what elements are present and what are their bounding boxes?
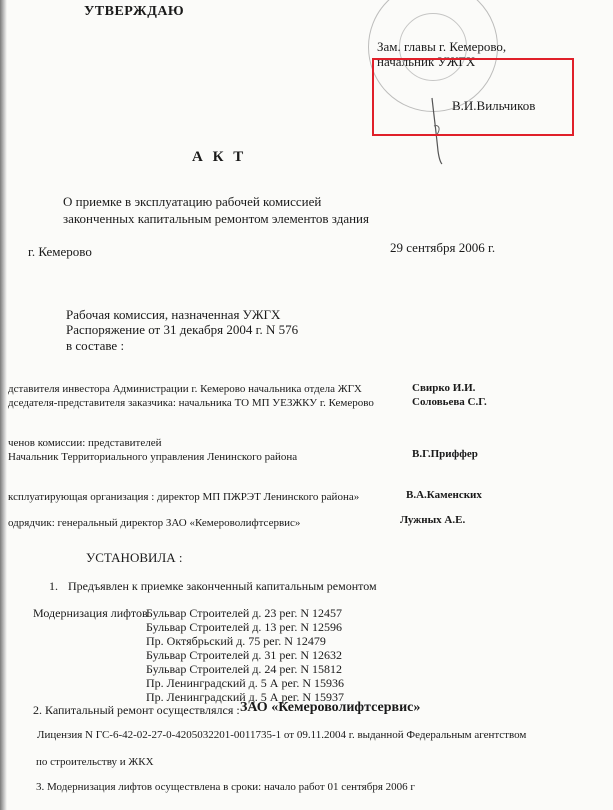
established-heading: УСТАНОВИЛА : bbox=[86, 550, 183, 565]
subject-line1: О приемке в эксплуатацию рабочей комиссией bbox=[63, 194, 322, 209]
commission-line2: Распоряжение от 31 декабря 2004 г. N 576 bbox=[66, 322, 299, 337]
member-name: Свирко И.И. bbox=[412, 382, 476, 394]
address-line: Бульвар Строителей д. 24 рег. N 15812 bbox=[146, 662, 342, 676]
act-date: 29 сентября 2006 г. bbox=[390, 240, 496, 255]
address-line: Пр. Ленинградский д. 5 А рег. N 15937 bbox=[146, 690, 344, 704]
item1-text: Предъявлен к приемке законченный капитальным ремонтом bbox=[68, 579, 377, 593]
license-line: Лицензия N ГС-6-42-02-27-0-4205032201-0011735-1 от 09.11.2004 г. выданной Федеральным агентством bbox=[37, 729, 527, 741]
member-role: ченов комиссии: представителей bbox=[8, 437, 162, 449]
item1-number: 1. bbox=[49, 579, 58, 593]
license-line2: по строительству и ЖКХ bbox=[36, 756, 154, 768]
item3-text: 3. Модернизация лифтов осуществлена в сроки: начало работ 01 сентября 2006 г bbox=[36, 781, 415, 793]
address-line: Пр. Ленинградский д. 5 А рег. N 15936 bbox=[146, 676, 344, 690]
scan-edge-shadow bbox=[0, 0, 7, 810]
member-name: Соловьева С.Г. bbox=[412, 396, 487, 408]
act-title: А К Т bbox=[192, 149, 247, 165]
approval-heading: УТВЕРЖДАЮ bbox=[84, 4, 185, 19]
address-line: Пр. Октябрьский д. 75 рег. N 12479 bbox=[146, 634, 326, 648]
member-name: Лужных А.Е. bbox=[400, 514, 466, 526]
approval-position-line2: начальник УЖГХ bbox=[377, 54, 476, 69]
approval-position-line1: Зам. главы г. Кемерово, bbox=[377, 39, 507, 54]
approval-signatory: В.И.Вильчиков bbox=[452, 98, 536, 113]
commission-line3: в составе : bbox=[66, 338, 125, 353]
member-role: ксплуатирующая организация : директор МП ПЖРЭТ Ленинского района» bbox=[8, 491, 360, 503]
member-name: В.Г.Приффер bbox=[412, 448, 478, 460]
member-role: одрядчик: генеральный директор ЗАО «Кемероволифтсервис» bbox=[8, 517, 301, 529]
address-line: Бульвар Строителей д. 23 рег. N 12457 bbox=[146, 606, 342, 620]
commission-line1: Рабочая комиссия, назначенная УЖГХ bbox=[66, 307, 281, 322]
member-role: дседателя-представителя заказчика: начальника ТО МП УЕЗЖКУ г. Кемерово bbox=[8, 397, 374, 409]
modernization-label: Модернизация лифтов bbox=[33, 606, 148, 620]
address-line: Бульвар Строителей д. 13 рег. N 12596 bbox=[146, 620, 342, 634]
member-role: Начальник Территориального управления Ленинского района bbox=[8, 451, 298, 463]
place: г. Кемерово bbox=[28, 244, 92, 259]
member-role: дставителя инвестора Администрации г. Кемерово начальника отдела ЖГХ bbox=[8, 383, 362, 395]
highlight-box bbox=[372, 58, 574, 136]
item2-text: 2. Капитальный ремонт осуществлялся : bbox=[33, 703, 240, 717]
address-line: Бульвар Строителей д. 31 рег. N 12632 bbox=[146, 648, 342, 662]
subject-line2: законченных капитальным ремонтом элементов здания bbox=[63, 211, 369, 226]
item2-company: ЗАО «Кемероволифтсервис» bbox=[240, 700, 421, 715]
member-name: В.А.Каменских bbox=[406, 489, 482, 501]
